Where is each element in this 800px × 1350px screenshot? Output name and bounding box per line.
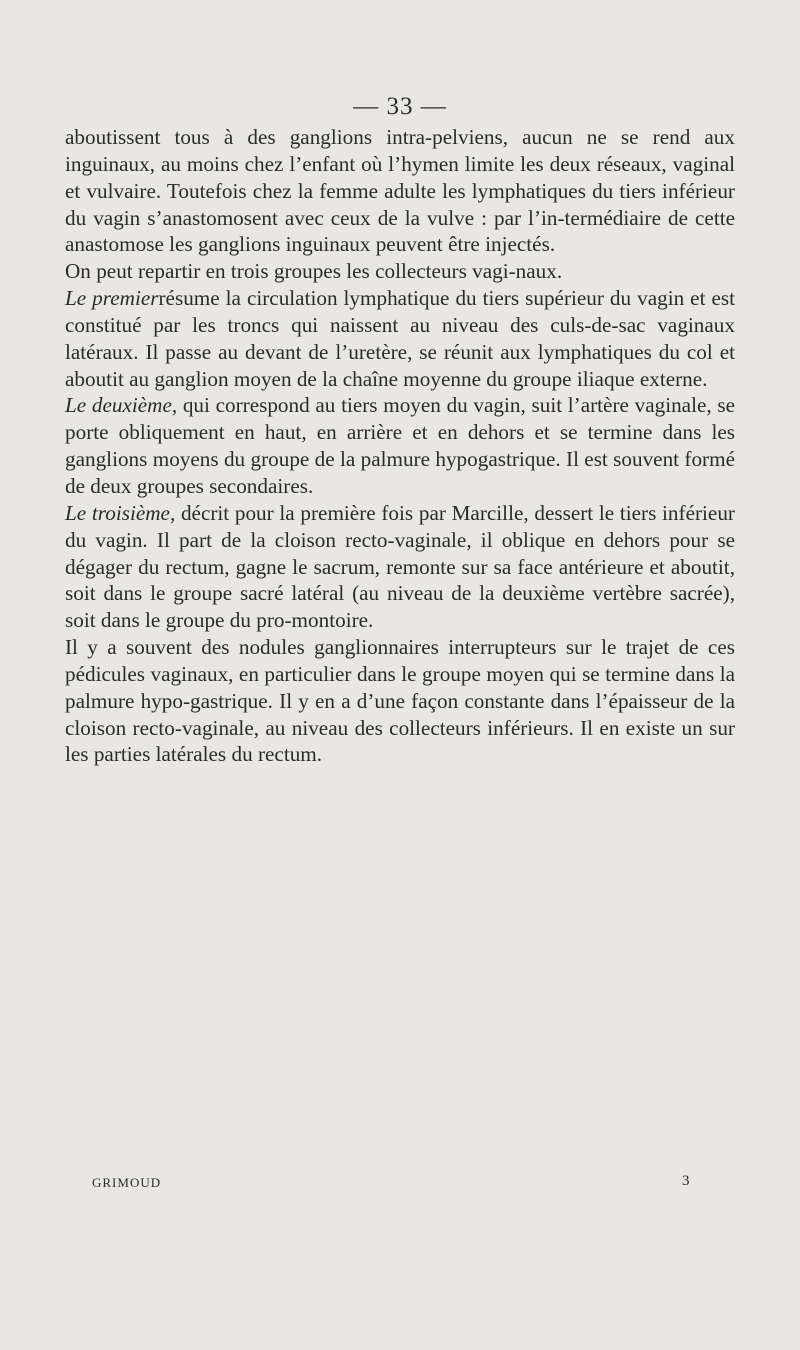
paragraph-2 — [65, 258, 735, 285]
paragraph-text: résume la circulation lymphatique du tiers supérieur du vagin et est constitué par les troncs qui naissent au niveau des culs-de-sac vaginaux latéraux. Il passe au devant de l’uretère, se réunit aux lymphatiques du col et aboutit au ganglion moyen de la chaîne moyenne du groupe iliaque externe. — [65, 286, 735, 391]
paragraph-6 — [65, 634, 735, 768]
paragraph-text: On peut repartir en trois groupes les collecteurs vagi-naux. — [65, 259, 563, 284]
paragraph-text: décrit pour la première fois par Marcille, dessert le tiers inférieur du vagin. Il part de la cloison recto-vaginale, il oblique en dehors pour se dégager du rectum, gagne le sacrum, remonte sur sa face antérieure et aboutit, soit dans le groupe sacré latéral (au niveau de la deuxième vertèbre sacrée), soit dans le groupe du pro-montoire. — [65, 500, 735, 633]
paragraph-1 — [65, 124, 735, 258]
paragraph-lead: Le troisième, — [65, 500, 176, 525]
printer-signature: GRIMOUD — [92, 1175, 162, 1190]
page-number-header: — 33 — — [353, 93, 447, 120]
sheet-number: 3 — [682, 1173, 691, 1189]
paragraph-text: aboutissent tous à des ganglions intra-pelviens, aucun ne se rend aux inguinaux, au moins chez l’enfant où l’hymen limite les deux réseaux, vaginal et vulvaire. Toutefois chez la femme adulte les lymphatiques du tiers inférieur du vagin s’anastomosent avec ceux de la vulve : par l’in-termédiaire de cette anastomose les ganglions inguinaux peuvent être injectés. — [65, 125, 735, 257]
body-text — [65, 124, 735, 768]
paragraph-text: qui correspond au tiers moyen du vagin, suit l’artère vaginale, se porte obliquement en haut, en arrière et en dehors et se termine dans les ganglions moyens du groupe de la palmure hypogastrique. Il est souvent formé de deux groupes secondaires. — [65, 393, 735, 498]
paragraph-3 — [65, 285, 735, 392]
paragraph-text: Il y a souvent des nodules ganglionnaires interrupteurs sur le trajet de ces pédicules vaginaux, en particulier dans le groupe moyen qui se termine dans la palmure hypo-gastrique. Il y en a d’une façon constante dans l’épaisseur de la cloison recto-vaginale, au niveau des collecteurs inférieurs. Il en existe un sur les parties latérales du rectum. — [65, 635, 735, 767]
page-footer — [92, 1175, 692, 1197]
paragraph-4 — [65, 392, 735, 499]
paragraph-5 — [65, 500, 735, 634]
paragraph-lead: Le premier — [65, 286, 159, 311]
paragraph-lead: Le deuxième, — [65, 393, 178, 418]
